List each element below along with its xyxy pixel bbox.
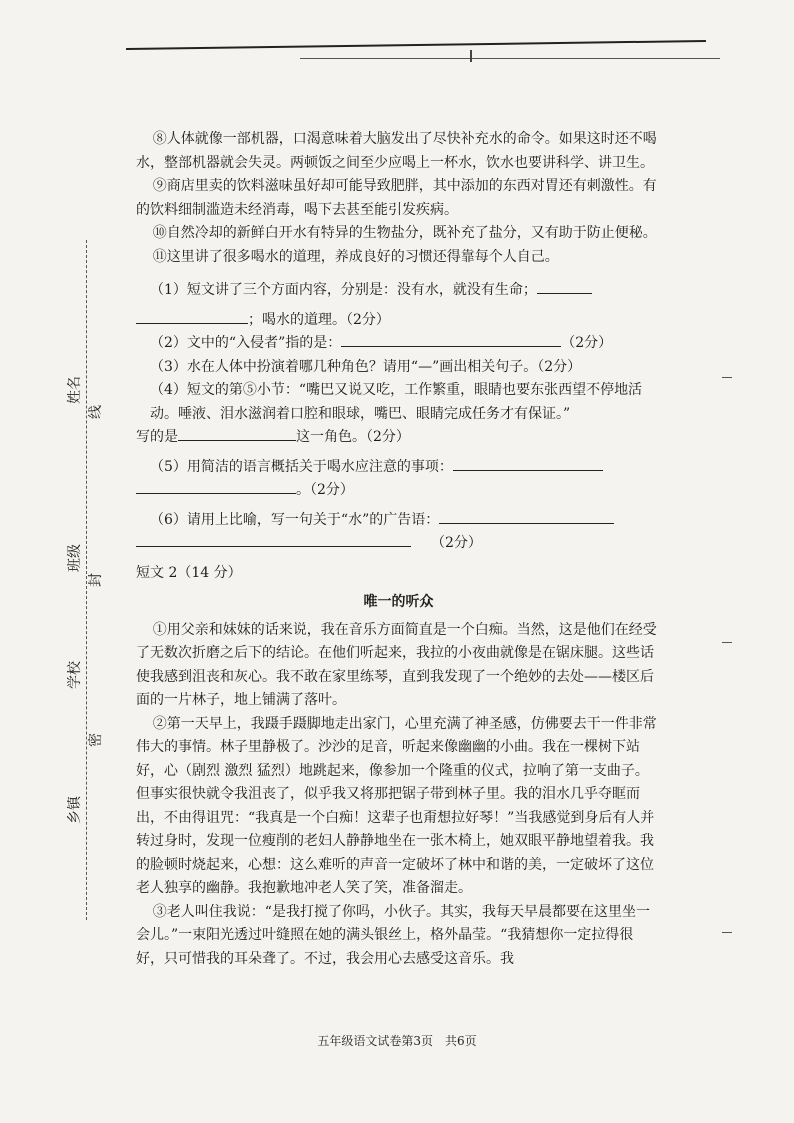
exam-content [136, 128, 661, 971]
answer-blank[interactable] [537, 293, 592, 294]
town-label: 乡镇 [67, 796, 83, 824]
question-2: （2）文中的“入侵者”指的是： （2分） [150, 335, 613, 351]
line-label: 线 [88, 405, 104, 419]
school-label: 学校 [67, 661, 83, 689]
class-label: 班级 [67, 544, 83, 572]
top-tick [470, 50, 472, 62]
question-4-text: （4）短文的第⑤小节：“嘴巴又说又吃，工作繁重，眼睛也要东张西望不停地活动。唾液、泪水滋润着口腔和眼球，嘴巴、眼睛完成任务才有保证。” [150, 382, 643, 422]
question-4-answer: 写的是 这一角色。（2分） [136, 429, 410, 445]
top-rule [126, 40, 706, 50]
section-2-heading: 短文 2（14 分） [136, 564, 242, 581]
question-6-line2: （2分） [136, 532, 661, 556]
top-rule-secondary [300, 58, 720, 59]
answer-blank[interactable] [136, 323, 248, 324]
margin-dash [722, 642, 732, 643]
article-paragraph-1: ①用父亲和妹妹的话来说，我在音乐方面简直是一个白痴。当然，这是他们在经受了无数次折磨之后下的结论。在他们听起来，我拉的小夜曲就像是在锯床腿。这些话使我感到沮丧和灰心。我不敢在家里练琴，直到我发现了一个绝妙的去处——楼区后面的一片林子，地上铺满了落叶。 [136, 621, 657, 708]
paragraph-11: ⑪这里讲了很多喝水的道理，养成良好的习惯还得靠每个人自己。 [152, 248, 559, 265]
answer-blank[interactable] [136, 546, 411, 547]
dense-label: 密 [88, 733, 104, 747]
seal-label: 封 [88, 573, 104, 587]
paragraph-9: ⑨商店里卖的饮料滋味虽好却可能导致肥胖，其中添加的东西对胃还有刺激性。有的饮料细制滥造未经消毒，喝下去甚至能引发疾病。 [136, 178, 657, 218]
name-label: 姓名 [67, 376, 83, 404]
question-1-line1: （1）短文讲了三个方面内容，分别是：没有水，就没有生命； [150, 279, 661, 303]
margin-dash [722, 932, 732, 933]
answer-blank[interactable] [178, 440, 296, 441]
answer-blank[interactable] [136, 493, 296, 494]
answer-blank[interactable] [453, 470, 603, 471]
question-6: （6）请用上比喻，写一句关于“水”的广告语： [150, 509, 661, 533]
binding-margin [0, 0, 130, 1123]
article-paragraph-2: ②第一天早上，我蹑手蹑脚地走出家门，心里充满了神圣感，仿佛要去干一件非常伟大的事情。林子里静极了。沙沙的足音，听起来像幽幽的小曲。我在一棵树下站好，心（剧烈 激烈 猛烈）地跳起来，像参加一个隆重的仪式，拉响了第一支曲子。但事实很快就令我沮丧了，似乎我又将那把锯子带到林子里。我的泪水几乎夺眶而出，不由得诅咒：“我真是一个白痴！这辈子也甭想拉好琴！”当我感觉到身后有人并转过身时，发现一位瘦削的老妇人静静地坐在一张木椅上，她双眼平静地望着我。我的脸顿时烧起来，心想：这么难听的声音一定破坏了林中和谐的美，一定破坏了这位老人独享的幽静。我抱歉地冲老人笑了笑，准备溜走。 [136, 715, 657, 896]
page-footer: 五年级语文试卷第3页 共6页 [317, 1034, 477, 1048]
paragraph-8: ⑧人体就像一部机器，口渴意味着大脑发出了尽快补充水的命令。如果这时还不喝水，整部机器就会失灵。两顿饭之间至少应喝上一杯水，饮水也要讲科学、讲卫生。 [136, 131, 657, 171]
margin-dash [722, 377, 732, 378]
question-5: （5）用简洁的语言概括关于喝水应注意的事项： [150, 456, 661, 480]
article-paragraph-3: ③老人叫住我说：“是我打搅了你吗，小伙子。其实，我每天早晨都要在这里坐一会儿。”一束阳光透过叶缝照在她的满头银丝上，格外晶莹。“我猜想你一定拉得很好，只可惜我的耳朵聋了。不过，我会用心去感受这音乐。我 [136, 903, 650, 967]
question-3: （3）水在人体中扮演着哪几种角色？请用“—”画出相关句子。（2分） [150, 358, 582, 375]
question-1-line2: ；喝水的道理。（2分） [136, 309, 661, 333]
answer-blank[interactable] [341, 346, 561, 347]
paragraph-10: ⑩自然冷却的新鲜白开水有特异的生物盐分，既补充了盐分，又有助于防止便秘。 [152, 225, 657, 241]
answer-blank[interactable] [439, 523, 614, 524]
article-title: 唯一的听众 [363, 594, 434, 610]
question-5-line2: 。（2分） [136, 479, 661, 503]
